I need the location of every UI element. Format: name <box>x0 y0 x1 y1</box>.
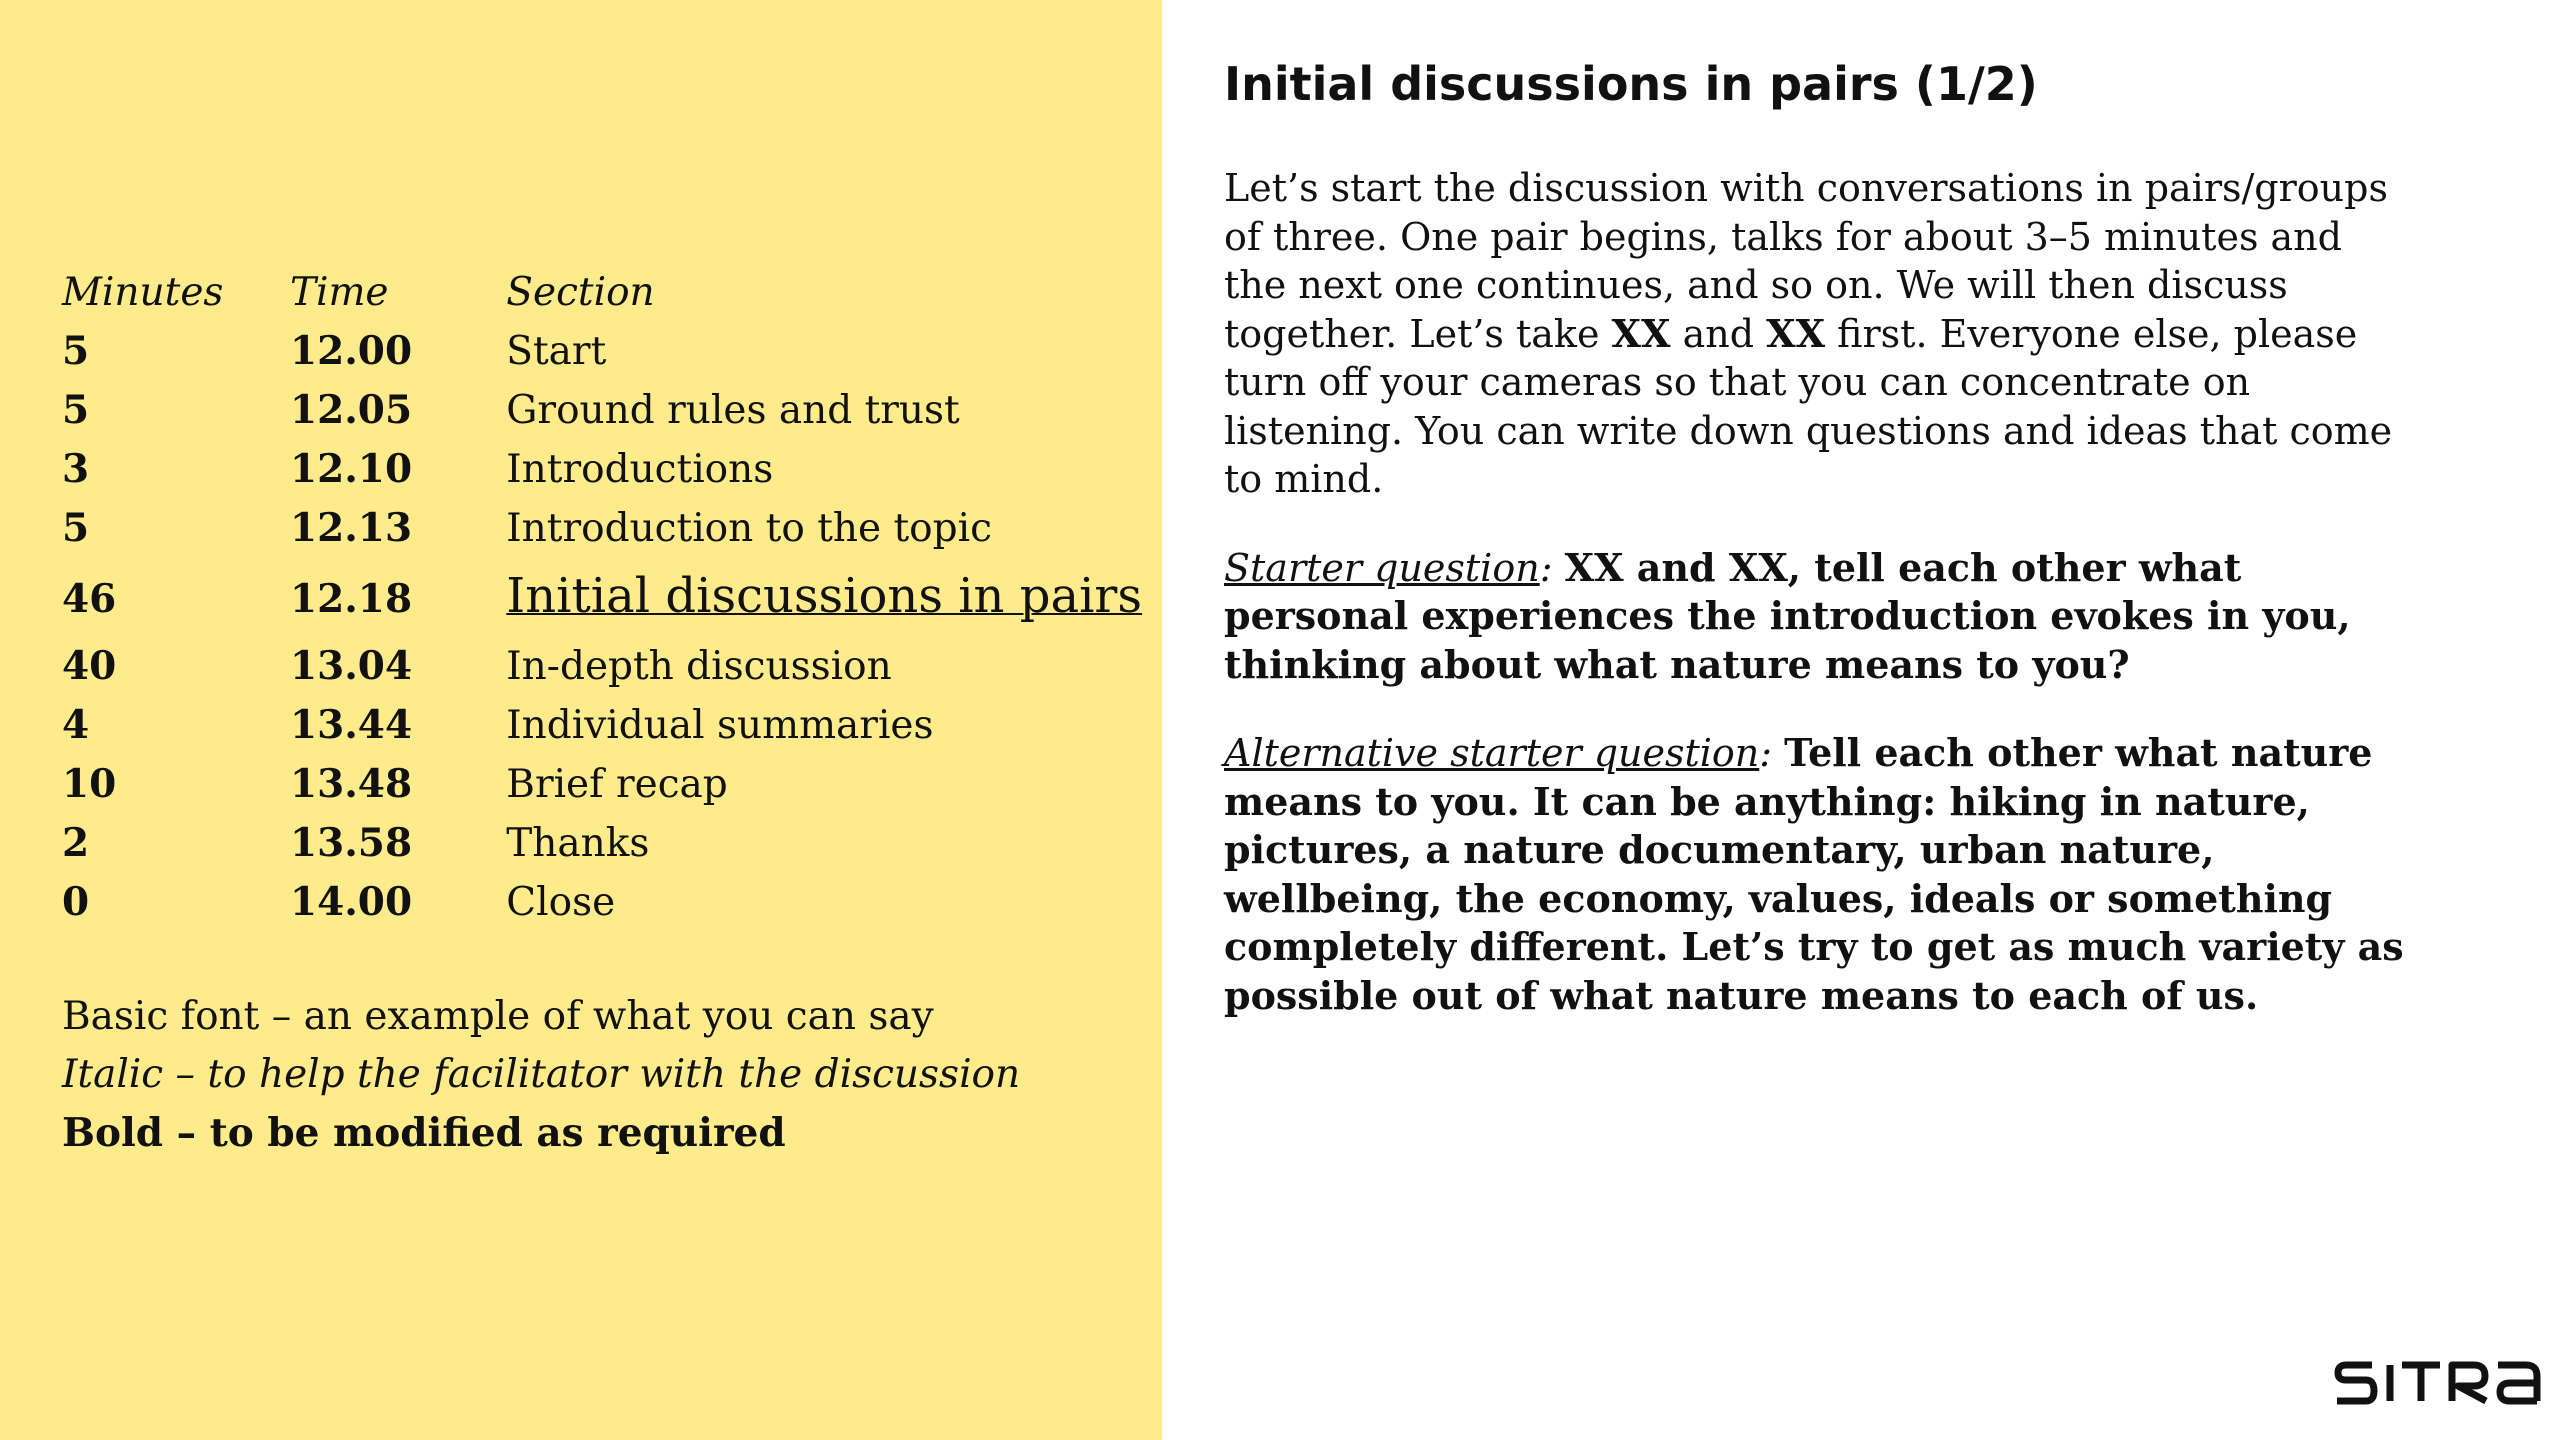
label-colon: : <box>1759 731 1785 775</box>
agenda-minutes: 2 <box>62 820 90 866</box>
slide-content <box>1224 54 2404 1020</box>
starter-question <box>1224 544 2404 690</box>
agenda-section: Close <box>506 880 616 925</box>
agenda-time: 12.00 <box>289 328 413 374</box>
intro-text: first. Everyone else, please turn off your cameras so that you can concentrate on listening. You can write down questions and ideas that come to mind. <box>1224 311 2393 501</box>
starter-question-label: Starter question <box>1224 545 1540 590</box>
agenda-time: 12.13 <box>289 505 413 551</box>
agenda-time: 12.05 <box>289 387 413 433</box>
agenda-minutes: 0 <box>62 879 90 925</box>
alternative-question-label: Alternative starter question <box>1224 731 1760 775</box>
sitra-logo <box>2334 1360 2544 1406</box>
legend-bold: Bold – to be modified as required <box>62 1110 786 1156</box>
agenda-time: 13.58 <box>289 820 413 866</box>
agenda-section-current: Initial discussions in pairs <box>506 568 1142 624</box>
legend-basic: Basic font – an example of what you can say <box>62 994 934 1039</box>
agenda-row <box>62 440 1142 499</box>
agenda-row <box>62 637 1142 696</box>
agenda-time: 13.48 <box>289 761 413 807</box>
agenda-header-row <box>62 264 1142 322</box>
starter-question-text: XX and XX, tell each other what personal experiences the introduction evokes in you, thinking about what nature means to you? <box>1224 544 2351 687</box>
agenda-row <box>62 381 1142 440</box>
section-header: Section <box>506 270 655 315</box>
agenda-minutes: 40 <box>62 643 117 689</box>
agenda-section: Introductions <box>506 447 774 492</box>
agenda-time: 13.44 <box>289 702 413 748</box>
alternative-question-text: Tell each other what nature means to you. It can be anything: hiking in nature, pictures, a nature documentary, urban nature, wellbeing, the economy, values, ideals or something completely different. Let’s try to get as much variety as possible out of what nature means to each of us. <box>1224 730 2404 1018</box>
font-legend <box>62 988 1020 1162</box>
agenda-time: 12.10 <box>289 446 413 492</box>
intro-paragraph <box>1224 164 2404 504</box>
agenda-row <box>62 814 1142 873</box>
intro-text: and <box>1670 311 1767 356</box>
agenda-table <box>62 264 1142 932</box>
agenda-time: 13.04 <box>289 643 413 689</box>
agenda-section: Thanks <box>506 821 650 866</box>
agenda-time: 14.00 <box>289 879 413 925</box>
agenda-minutes: 5 <box>62 387 90 433</box>
agenda-section: Ground rules and trust <box>506 388 960 433</box>
agenda-panel <box>0 0 1162 1440</box>
time-header: Time <box>289 270 389 315</box>
agenda-minutes: 5 <box>62 505 90 551</box>
agenda-row-current <box>62 558 1142 637</box>
intro-text: Let’s start the discussion with conversations in pairs/groups of three. One pair begins, talks for about 3–5 minutes and the next one continues, and so on. We will then discuss together. Let’s take <box>1224 166 2388 356</box>
alternative-starter-question <box>1224 729 2404 1020</box>
sitra-logo-mark <box>2334 1360 2544 1406</box>
agenda-minutes: 4 <box>62 702 90 748</box>
agenda-row <box>62 696 1142 755</box>
agenda-time: 12.18 <box>289 576 413 622</box>
agenda-row <box>62 499 1142 558</box>
minutes-header: Minutes <box>62 270 224 315</box>
agenda-section: Start <box>506 329 607 374</box>
slide-title: Initial discussions in pairs (1/2) <box>1224 57 2038 111</box>
agenda-section: Individual summaries <box>506 703 934 748</box>
participant-placeholder: XX <box>1766 310 1826 356</box>
agenda-row <box>62 755 1142 814</box>
agenda-row <box>62 322 1142 381</box>
legend-italic: Italic – to help the facilitator with the discussion <box>62 1052 1021 1097</box>
agenda-minutes: 10 <box>62 761 117 807</box>
label-colon: : <box>1539 545 1565 590</box>
agenda-section: Brief recap <box>506 762 728 807</box>
agenda-row <box>62 873 1142 932</box>
participant-placeholder: XX <box>1611 310 1671 356</box>
agenda-section: In-depth discussion <box>506 644 892 689</box>
agenda-minutes: 3 <box>62 446 90 492</box>
agenda-minutes: 46 <box>62 576 117 622</box>
agenda-section: Introduction to the topic <box>506 506 992 551</box>
agenda-minutes: 5 <box>62 328 90 374</box>
